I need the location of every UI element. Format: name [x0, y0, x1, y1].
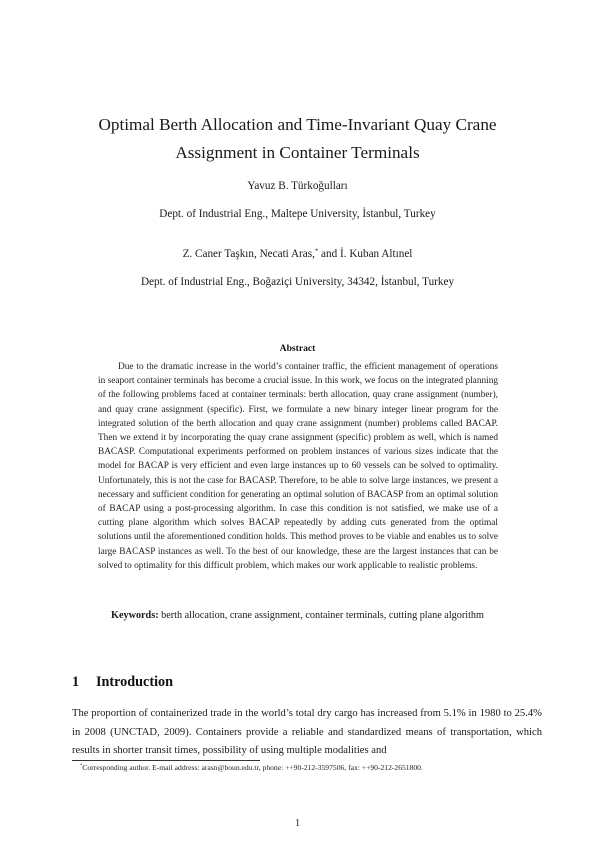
introduction-paragraph: The proportion of containerized trade in the world’s total dry cargo has increased from 5.1% in 1980 to 25.4% in 2008 (UNCTAD, 2009). Containers provide a reliable and standardized means of transportation, which results in shorter transit times, possibility of using multiple modalities and — [72, 708, 542, 757]
footnote-rule — [72, 760, 260, 761]
footnote-mark: * — [80, 762, 83, 768]
author-group-second — [40, 248, 555, 260]
footnote-text: Corresponding author. E-mail address: arasn@boun.edu.tr, phone: ++90-212-3597506, fax: ++90-212-2651800. — [82, 763, 423, 772]
footnote — [80, 763, 550, 772]
author-first: Yavuz B. Türkoğulları — [247, 180, 348, 192]
paper-title — [60, 111, 535, 167]
author-names: Z. Caner Taşkın, Necati Aras, — [182, 248, 315, 260]
section-number: 1 — [72, 674, 80, 690]
section-heading-introduction — [72, 674, 173, 691]
title-line-2: Assignment in Container Terminals — [175, 143, 420, 162]
affiliation-first: Dept. of Industrial Eng., Maltepe University, İstanbul, Turkey — [159, 208, 436, 220]
corresponding-mark: * — [314, 247, 319, 255]
section-title: Introduction — [96, 674, 173, 690]
author-names-last: and İ. Kuban Altınel — [318, 248, 413, 260]
page-number: 1 — [294, 818, 301, 829]
title-line-1: Optimal Berth Allocation and Time-Invariant Quay Crane — [98, 115, 497, 134]
keywords-line — [40, 610, 555, 621]
abstract-heading: Abstract — [279, 343, 316, 354]
affiliation-second: Dept. of Industrial Eng., Boğaziçi University, 34342, İstanbul, Turkey — [140, 276, 455, 288]
abstract-body: Due to the dramatic increase in the world’s container traffic, the efficient management of operations in seaport container terminals has become a crucial issue. In this work, we focus on the integrated planning of the following problems faced at container terminals: berth allocation, quay crane assignment (number), and quay crane assignment (specific). First, we formulate a new binary integer linear program for the integrated solution of the berth allocation and quay crane assignment (number) problems called BACAP. Then we extend it by incorporating the quay crane assignment (specific) problem as well, which is named BACASP. Computational experiments performed on problem instances of various sizes indicate that the model for BACAP is very efficient and even large instances up to 60 vessels can be solved to optimality. Unfortunately, this is not the case for BACASP. Therefore, to be able to solve large instances, we present a necessary and sufficient condition for generating an optimal solution of BACASP from an optimal solution of BACAP using a post-processing algorithm. In case this condition is not satisfied, we make use of a cutting plane algorithm which solves BACAP repeatedly by adding cuts generated from the optimal solutions until the aforementioned condition holds. This method proves to be viable and enables us to solve large BACASP instances as well. To the best of our knowledge, these are the largest instances that can be solved to optimality for this difficult problem, which makes our work applicable to realistic problems. — [98, 362, 498, 571]
keywords-label: Keywords: — [111, 610, 159, 621]
keywords-list: berth allocation, crane assignment, container terminals, cutting plane algorithm — [158, 610, 484, 621]
